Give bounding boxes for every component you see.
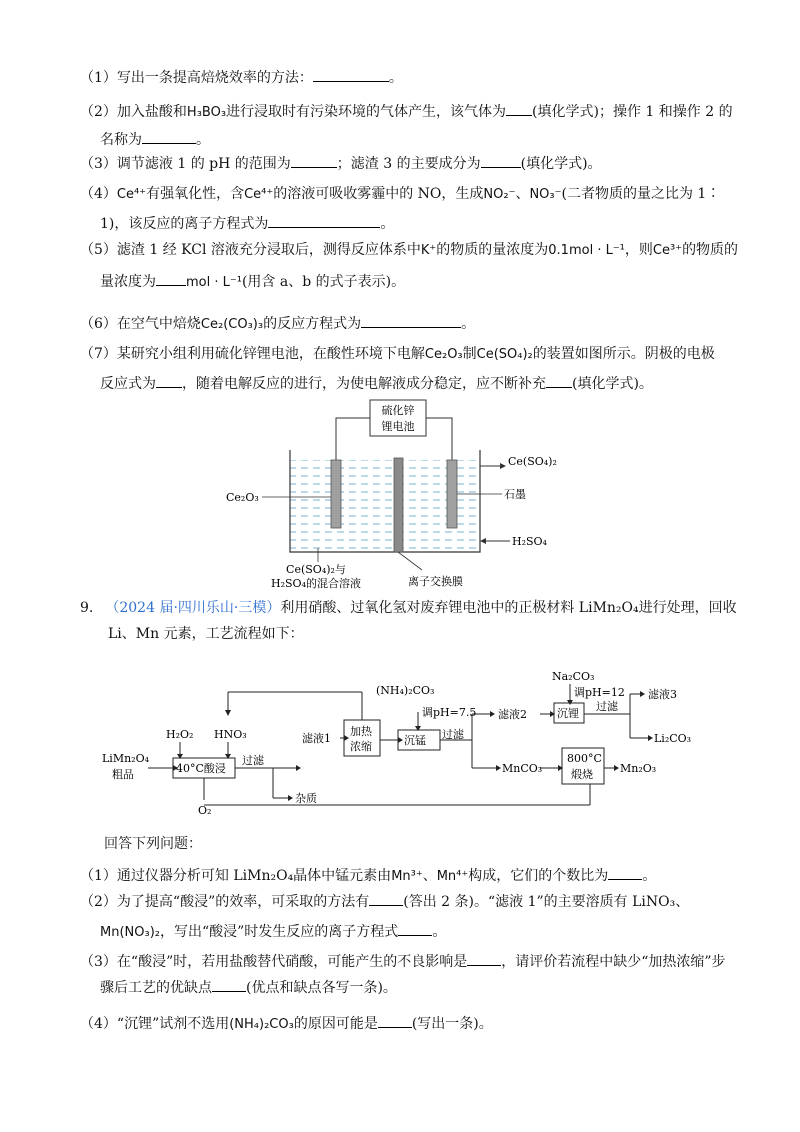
- answer-blank[interactable]: [608, 864, 642, 880]
- na2co3-label: Na₂CO₃: [552, 670, 595, 683]
- chem-no2: NO₂⁻: [483, 187, 516, 202]
- q8-part4-text-d: 1)，该反应的离子方程式为: [100, 216, 269, 232]
- q8-part3-text-c: (填化学式)。: [520, 156, 602, 172]
- left-electrode-label: Ce₂O₃: [226, 491, 259, 504]
- q8-part4-label: （4）: [80, 186, 117, 202]
- q8-part6-text: （6）在空气中焙烧: [80, 316, 201, 332]
- punct: 。: [388, 70, 403, 86]
- chem-nh4co3: (NH₄)₂CO₃: [229, 1017, 294, 1032]
- chem-h3bo3: H₃BO₃: [186, 105, 227, 120]
- q9-part2: [80, 890, 689, 912]
- hno3-label: HNO₃: [214, 728, 247, 741]
- q8-part1-text: （1）写出一条提高焙烧效率的方法：: [80, 70, 313, 86]
- q9-part4-text: （4）“沉锂”试剂不选用: [80, 1016, 230, 1032]
- q8-part2-text: （2）加入盐酸和: [80, 104, 187, 120]
- raw-material: LiMn₂O₄: [102, 752, 150, 765]
- outlet-label: Ce(SO₄)₂: [508, 455, 557, 468]
- filtrate3-label: 滤液3: [648, 688, 677, 701]
- calcine-label-1: 800°C: [567, 752, 602, 765]
- q8-part7-text-f: (填化学式)。: [572, 376, 653, 392]
- answer-heading: [104, 834, 202, 854]
- q9-part3: [80, 950, 726, 972]
- q9-part1-text-b: 构成，它们的个数比为: [468, 868, 609, 884]
- graphite-label: 石墨: [504, 488, 526, 501]
- question-intro-2: Li、Mn 元素，工艺流程如下：: [108, 626, 304, 642]
- battery-label-1: 硫化锌: [381, 404, 415, 417]
- q8-part5-text-b: 的物质的量浓度为: [436, 242, 549, 258]
- answer-blank[interactable]: [212, 976, 246, 992]
- q8-part4-text-b: 的溶液可吸收雾霾中的 NO，生成: [273, 186, 484, 202]
- ph12-label: 调pH=12: [574, 686, 625, 699]
- impurity-label: 杂质: [295, 792, 317, 805]
- answer-blank[interactable]: [378, 1012, 412, 1028]
- punct: 。: [461, 316, 476, 332]
- q8-part2-text-d: 名称为: [100, 132, 142, 148]
- nh4co3-label: (NH₄)₂CO₃: [376, 684, 435, 697]
- q9-part2-text-b: (答出 2 条)。“滤液 1”的主要溶质有 LiNO₃、: [403, 894, 690, 910]
- question-source: （2024 届·四川乐山·三模）: [105, 600, 281, 616]
- q8-part7-text-b: 制: [462, 346, 477, 362]
- q9-part3-text-d: (优点和缺点各写一条)。: [246, 980, 397, 996]
- leach-label: 40°C酸浸: [176, 762, 226, 775]
- mix-label-1: Ce(SO₄)₂与: [286, 563, 346, 576]
- q8-part2-text-c: (填化学式)；操作 1 和操作 2 的: [532, 104, 733, 120]
- q9-part4: [80, 1012, 493, 1035]
- answer-heading-text: 回答下列问题：: [104, 836, 202, 852]
- q9-part4-text-c: (写出一条)。: [411, 1016, 493, 1032]
- q9-part3-text-b: ，请评价若流程中缺少“加热浓缩”步: [501, 954, 726, 970]
- chem-conc: 0.1mol · L⁻¹: [548, 243, 625, 258]
- q8-part2-text-b: 进行浸取时有污染环境的气体产生，该气体为: [226, 104, 507, 120]
- chem-no3: NO₃⁻: [529, 187, 562, 202]
- answer-blank[interactable]: [467, 950, 501, 966]
- filter-label-2: 过滤: [442, 728, 464, 741]
- raw-material-2: 粗品: [112, 768, 134, 781]
- chem-mn3: Mn³⁺: [391, 869, 423, 884]
- q8-part7-text: （7）某研究小组利用硫化锌锂电池，在酸性环境下电解: [80, 346, 425, 362]
- mix-label-2: H₂SO₄的混合溶液: [271, 577, 361, 590]
- punct: 、: [422, 868, 437, 884]
- concentrate-label-1: 加热: [350, 725, 372, 738]
- punct: 。: [642, 868, 657, 884]
- q9-part3-text-c: 骤后工艺的优缺点: [100, 980, 212, 996]
- mn2o3-label: Mn₂O₃: [620, 762, 657, 775]
- q8-part3-text-b: ；滤渣 3 的主要成分为: [336, 156, 481, 172]
- calcine-label-2: 煅烧: [571, 768, 593, 781]
- chem-unit: mol · L⁻¹: [186, 275, 242, 290]
- punct: 。: [432, 924, 447, 940]
- q8-part5-text-f: (用含 a、b 的式子表示)。: [241, 274, 406, 290]
- question-number: 9.: [80, 600, 94, 616]
- q8-part4-text-c: (二者物质的量之比为 1∶: [561, 186, 721, 202]
- ph75-label: 调pH=7.5: [422, 706, 477, 719]
- filtrate2-label: 滤液2: [498, 708, 527, 721]
- q9-part2-text: （2）为了提高“酸浸”的效率，可采取的方法有: [80, 894, 370, 910]
- punct: 。: [196, 132, 210, 148]
- q8-part4-text: 有强氧化性，含: [146, 186, 245, 202]
- chem-ce4: Ce⁴⁺: [116, 187, 147, 202]
- q8-part7-text-e: ，随着电解反应的进行，为使电解液成分稳定，应不断补充: [182, 376, 546, 392]
- chem-ce3: Ce³⁺: [652, 243, 683, 258]
- q8-part5-text: （5）滤渣 1 经 KCl 溶液充分浸取后，测得反应体系中: [80, 242, 421, 258]
- chem-ce2o3: Ce₂O₃: [424, 347, 463, 362]
- concentrate-label-2: 浓缩: [350, 740, 372, 753]
- chem-mnno3: Mn(NO₃)₂: [100, 925, 160, 940]
- prec-mn-label: 沉锰: [404, 734, 426, 747]
- filter-label-1: 过滤: [242, 754, 264, 767]
- answer-blank[interactable]: [369, 890, 403, 906]
- li2co3-label: Li₂CO₃: [654, 732, 692, 745]
- chem-ceso4: Ce(SO₄)₂: [476, 347, 533, 362]
- q8-part7-text-d: 反应式为: [100, 376, 156, 392]
- q9-part4-text-b: 的原因可能是: [293, 1016, 378, 1032]
- q9-part1: [80, 864, 656, 887]
- punct: 。: [380, 216, 395, 232]
- filtrate1-label: 滤液1: [302, 732, 331, 745]
- punct: 、: [515, 186, 530, 202]
- q8-part6-text-b: 的反应方程式为: [263, 316, 362, 332]
- q8-part5-text-e: 量浓度为: [100, 274, 156, 290]
- battery-label-2: 锂电池: [381, 420, 415, 433]
- mnco3-label: MnCO₃: [502, 762, 543, 775]
- q9-part3-text: （3）在“酸浸”时，若用盐酸替代硝酸，可能产生的不良影响是: [80, 954, 468, 970]
- chem-ce4: Ce⁴⁺: [244, 187, 274, 202]
- q9-part2-text-c: ，写出“酸浸”时发生反应的离子方程式: [159, 924, 399, 940]
- q9-part3-line2: [100, 976, 397, 998]
- question-intro: 利用硝酸、过氧化氢对废弃锂电池中的正极材料 LiMn₂O₄进行处理，回收: [280, 600, 737, 616]
- o2-label: O₂: [198, 804, 212, 817]
- answer-blank[interactable]: [398, 920, 432, 936]
- inlet-label: H₂SO₄: [512, 535, 547, 548]
- chem-mn4: Mn⁴⁺: [436, 869, 469, 884]
- q8-part5-text-d: 的物质的: [682, 242, 739, 258]
- q8-part5-text-c: ，则: [624, 242, 653, 258]
- chem-k: K⁺: [420, 243, 437, 258]
- q9-part1-text: （1）通过仪器分析可知 LiMn₂O₄晶体中锰元素由: [80, 868, 392, 884]
- chem-ce2co3: Ce₂(CO₃)₃: [200, 317, 264, 332]
- h2o2-label: H₂O₂: [166, 728, 194, 741]
- filter-label-3: 过滤: [596, 700, 618, 713]
- membrane-label: 离子交换膜: [408, 575, 463, 588]
- q9-part2-line2: [100, 920, 446, 943]
- q8-part3-text: （3）调节滤液 1 的 pH 的范围为: [80, 156, 291, 172]
- q8-part7-text-c: 的装置如图所示。阴极的电极: [532, 346, 715, 362]
- prec-li-label: 沉锂: [557, 707, 579, 720]
